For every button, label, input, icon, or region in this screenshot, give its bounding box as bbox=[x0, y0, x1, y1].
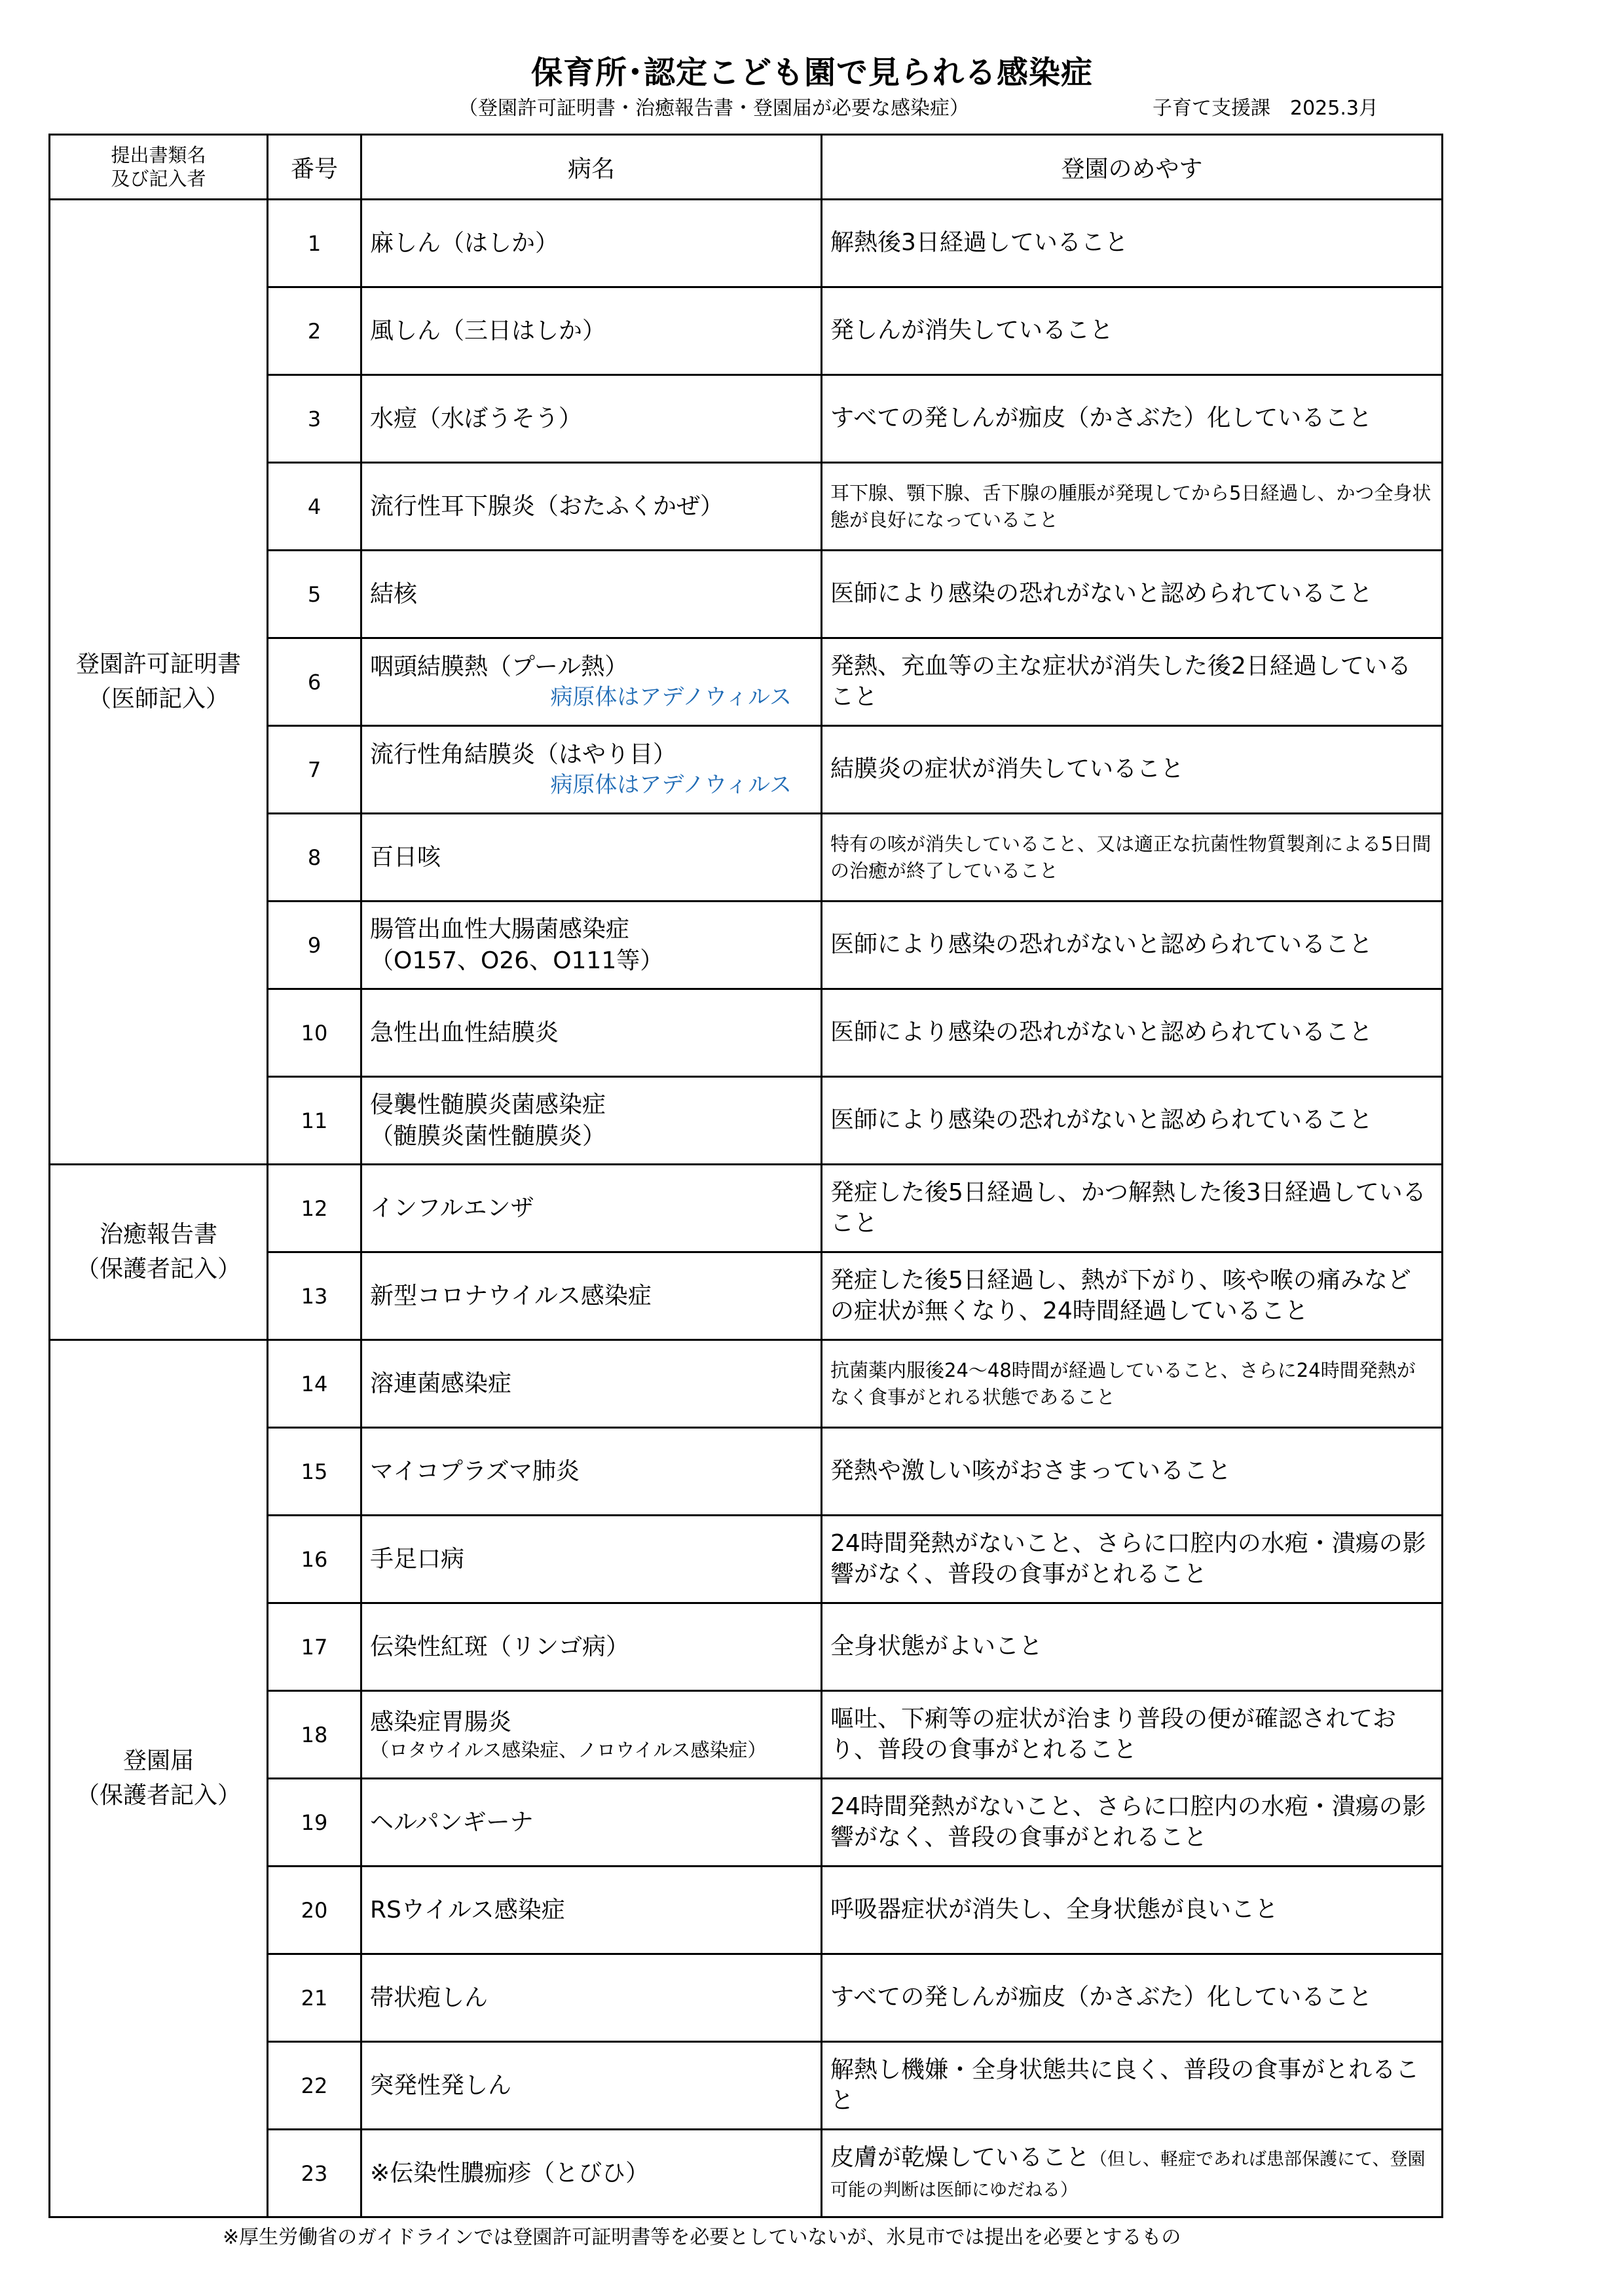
disease-name: インフルエンザ bbox=[361, 1165, 822, 1252]
guideline-text: 医師により感染の恐れがないと認められていること bbox=[822, 1077, 1443, 1165]
page-subtitle: （登園許可証明書・治癒報告書・登園届が必要な感染症） bbox=[458, 97, 969, 120]
header-number: 番号 bbox=[268, 135, 361, 200]
footer-note: ※厚生労働省のガイドラインでは登園許可証明書等を必要としていないが、氷見市では提出を必要とするもの bbox=[223, 2226, 1181, 2249]
guideline-text: すべての発しんが痂皮（かさぶた）化していること bbox=[822, 375, 1443, 463]
guideline-text: 解熱後3日経過していること bbox=[822, 200, 1443, 287]
category-writer: （保護者記入） bbox=[75, 1255, 241, 1283]
header-category-line1: 提出書類名 bbox=[111, 143, 206, 166]
disease-name: 風しん（三日はしか） bbox=[361, 287, 822, 375]
guideline-text: 全身状態がよいこと bbox=[822, 1603, 1443, 1691]
guideline-cell bbox=[822, 2130, 1443, 2217]
row-number: 12 bbox=[268, 1165, 361, 1252]
disease-name-cell bbox=[361, 638, 822, 726]
disease-name: RSウイルス感染症 bbox=[361, 1867, 822, 1954]
disease-name: 水痘（水ぼうそう） bbox=[361, 375, 822, 463]
row-number: 23 bbox=[268, 2130, 361, 2217]
row-number: 11 bbox=[268, 1077, 361, 1165]
disease-name-cell bbox=[361, 726, 822, 814]
disease-name: 突発性発しん bbox=[361, 2042, 822, 2130]
guideline-text: 抗菌薬内服後24～48時間が経過していること、さらに24時間発熱がなく食事がとれる状態であること bbox=[822, 1340, 1443, 1428]
row-number: 7 bbox=[268, 726, 361, 814]
row-number: 3 bbox=[268, 375, 361, 463]
disease-name-cell bbox=[361, 1691, 822, 1779]
row-number: 18 bbox=[268, 1691, 361, 1779]
guideline-text: 24時間発熱がないこと、さらに口腔内の水疱・潰瘍の影響がなく、普段の食事がとれること bbox=[822, 1516, 1443, 1603]
category-cell bbox=[50, 1165, 268, 1340]
disease-name: 流行性耳下腺炎（おたふくかぜ） bbox=[361, 463, 822, 551]
guideline-text: すべての発しんが痂皮（かさぶた）化していること bbox=[822, 1954, 1443, 2042]
disease-name: 侵襲性髄膜炎菌感染症 bbox=[370, 1091, 606, 1118]
disease-name: 結核 bbox=[361, 551, 822, 638]
guideline-text: 解熱し機嫌・全身状態共に良く、普段の食事がとれること bbox=[822, 2042, 1443, 2130]
row-number: 1 bbox=[268, 200, 361, 287]
disease-name: マイコプラズマ肺炎 bbox=[361, 1428, 822, 1516]
guideline-text: 発熱や激しい咳がおさまっていること bbox=[822, 1428, 1443, 1516]
row-number: 20 bbox=[268, 1867, 361, 1954]
category-writer: （保護者記入） bbox=[75, 1781, 241, 1809]
row-number: 10 bbox=[268, 989, 361, 1077]
disease-name: 百日咳 bbox=[361, 814, 822, 902]
guideline-text: 発症した後5日経過し、熱が下がり、咳や喉の痛みなどの症状が無くなり、24時間経過していること bbox=[822, 1252, 1443, 1340]
infection-table bbox=[48, 134, 1443, 2218]
row-number: 22 bbox=[268, 2042, 361, 2130]
department-date: 子育て支援課 2025.3月 bbox=[1153, 97, 1378, 120]
page-title: 保育所･認定こども園で見られる感染症 bbox=[530, 54, 1093, 91]
guideline-text: 嘔吐、下痢等の症状が治まり普段の便が確認されており、普段の食事がとれること bbox=[822, 1691, 1443, 1779]
header-category-line2: 及び記入者 bbox=[111, 168, 206, 190]
pathogen-note: 病原体はアデノウィルス bbox=[550, 771, 792, 798]
header-guideline: 登園のめやす bbox=[822, 135, 1443, 200]
category-title: 登園届 bbox=[122, 1747, 194, 1775]
disease-name: 伝染性紅斑（リンゴ病） bbox=[361, 1603, 822, 1691]
row-number: 15 bbox=[268, 1428, 361, 1516]
disease-name: ヘルパンギーナ bbox=[361, 1779, 822, 1867]
disease-name: 麻しん（はしか） bbox=[361, 200, 822, 287]
row-number: 19 bbox=[268, 1779, 361, 1867]
row-number: 2 bbox=[268, 287, 361, 375]
guideline-text: 発熱、充血等の主な症状が消失した後2日経過していること bbox=[822, 638, 1443, 726]
disease-name: ※伝染性膿痂疹（とびひ） bbox=[361, 2130, 822, 2217]
guideline-note: （但し、軽症であれば患部保護にて、登園可能の判断は医師にゆだねる） bbox=[830, 2149, 1426, 2200]
disease-name: 新型コロナウイルス感染症 bbox=[361, 1252, 822, 1340]
disease-name: 腸管出血性大腸菌感染症 bbox=[370, 915, 630, 943]
header-disease: 病名 bbox=[361, 135, 822, 200]
disease-name-detail: （髄膜炎菌性髄膜炎） bbox=[370, 1122, 606, 1150]
disease-name: 流行性角結膜炎（はやり目） bbox=[370, 741, 677, 769]
row-number: 13 bbox=[268, 1252, 361, 1340]
header-category bbox=[50, 135, 268, 200]
disease-name-cell bbox=[361, 1077, 822, 1165]
disease-name: 溶連菌感染症 bbox=[361, 1340, 822, 1428]
guideline-text: 医師により感染の恐れがないと認められていること bbox=[822, 551, 1443, 638]
row-number: 4 bbox=[268, 463, 361, 551]
disease-name-detail: （O157、O26、O111等） bbox=[370, 947, 664, 974]
category-title: 治癒報告書 bbox=[99, 1221, 217, 1248]
disease-name-detail: （ロタウイルス感染症、ノロウイルス感染症） bbox=[370, 1739, 767, 1762]
guideline-text: 皮膚が乾燥していること bbox=[830, 2143, 1090, 2171]
guideline-text: 発症した後5日経過し、かつ解熱した後3日経過していること bbox=[822, 1165, 1443, 1252]
row-number: 21 bbox=[268, 1954, 361, 2042]
guideline-text: 耳下腺、顎下腺、舌下腺の腫脹が発現してから5日経過し、かつ全身状態が良好になっていること bbox=[822, 463, 1443, 551]
guideline-text: 24時間発熱がないこと、さらに口腔内の水疱・潰瘍の影響がなく、普段の食事がとれること bbox=[822, 1779, 1443, 1867]
row-number: 14 bbox=[268, 1340, 361, 1428]
guideline-text: 結膜炎の症状が消失していること bbox=[822, 726, 1443, 814]
row-number: 16 bbox=[268, 1516, 361, 1603]
disease-name-cell bbox=[361, 902, 822, 989]
table-row bbox=[50, 1165, 1443, 1252]
disease-name: 咽頭結膜熱（プール熱） bbox=[370, 653, 629, 681]
guideline-text: 医師により感染の恐れがないと認められていること bbox=[822, 989, 1443, 1077]
disease-name: 感染症胃腸炎 bbox=[370, 1708, 512, 1736]
table-row bbox=[50, 200, 1443, 287]
category-title: 登園許可証明書 bbox=[75, 651, 241, 678]
disease-name: 帯状疱しん bbox=[361, 1954, 822, 2042]
row-number: 17 bbox=[268, 1603, 361, 1691]
row-number: 5 bbox=[268, 551, 361, 638]
category-writer: （医師記入） bbox=[87, 685, 229, 712]
pathogen-note: 病原体はアデノウィルス bbox=[550, 683, 792, 710]
category-cell bbox=[50, 1340, 268, 2217]
row-number: 6 bbox=[268, 638, 361, 726]
category-cell bbox=[50, 200, 268, 1165]
row-number: 9 bbox=[268, 902, 361, 989]
disease-name: 急性出血性結膜炎 bbox=[361, 989, 822, 1077]
guideline-text: 発しんが消失していること bbox=[822, 287, 1443, 375]
row-number: 8 bbox=[268, 814, 361, 902]
guideline-text: 医師により感染の恐れがないと認められていること bbox=[822, 902, 1443, 989]
table-header-row bbox=[50, 135, 1443, 200]
disease-name: 手足口病 bbox=[361, 1516, 822, 1603]
guideline-text: 呼吸器症状が消失し、全身状態が良いこと bbox=[822, 1867, 1443, 1954]
table-row bbox=[50, 1340, 1443, 1428]
guideline-text: 特有の咳が消失していること、又は適正な抗菌性物質製剤による5日間の治癒が終了していること bbox=[822, 814, 1443, 902]
